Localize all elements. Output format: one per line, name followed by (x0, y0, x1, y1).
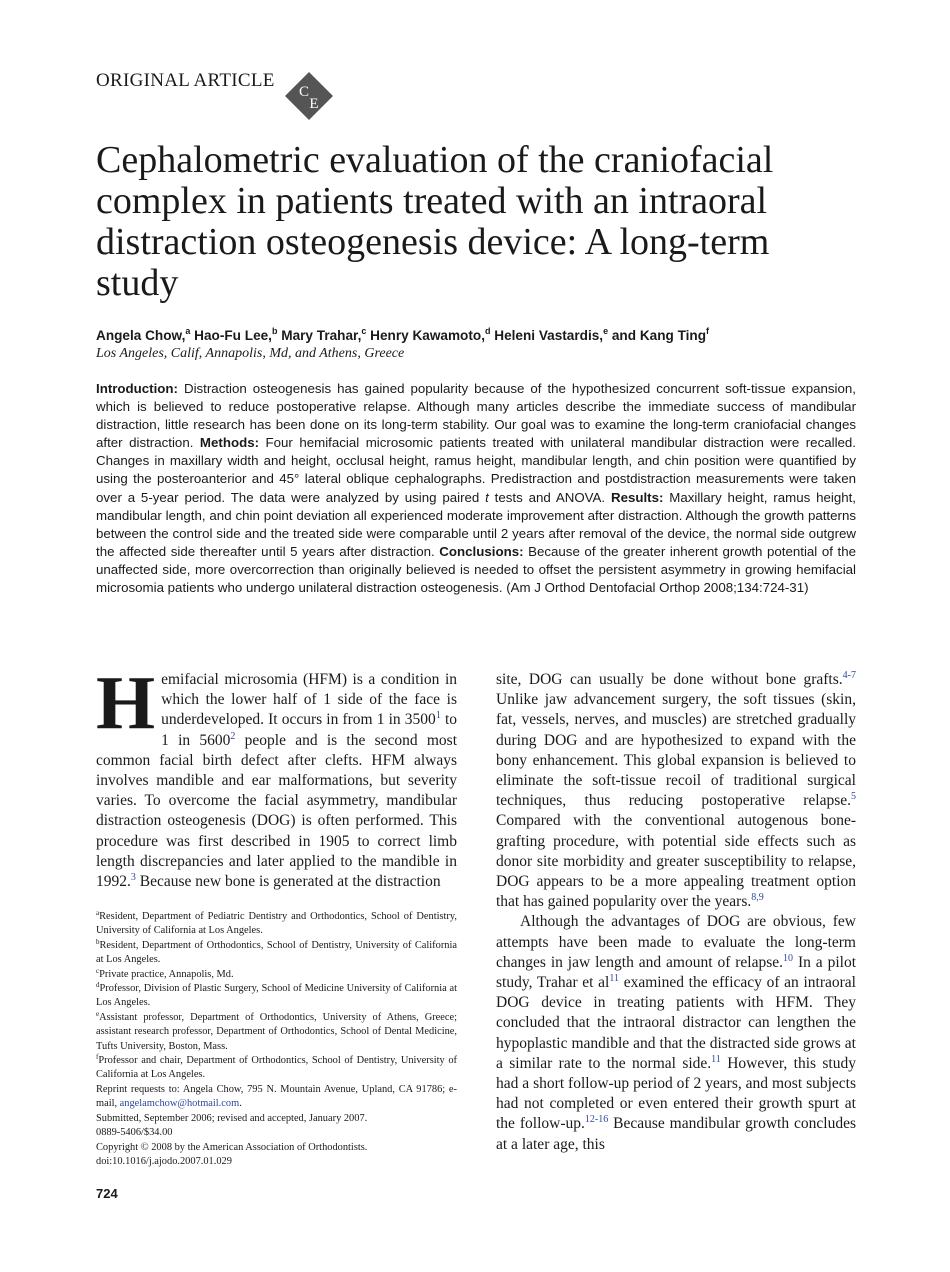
footnotes (96, 910, 457, 1169)
footnote-text: Resident, Department of Orthodontics, School of Dentistry, University of California at Los Angeles. (96, 939, 457, 966)
abstract-methods-label: Methods: (199, 435, 260, 451)
body-text: examined the efficacy of an intraoral DOG device in treating patients with HFM. They concluded that the intraoral distractor can lengthen the hypoplastic mandible and that the distracted side grows at a similar rate to the normal side. (496, 974, 856, 1072)
author-affil-mark: d (484, 326, 491, 336)
author-name: Angela Chow, (96, 328, 186, 343)
author-name: Hao-Fu Lee, (194, 328, 272, 343)
footnote (96, 1011, 457, 1054)
body-text: to 1 in 5600 (161, 711, 457, 749)
drop-cap: H (96, 661, 156, 745)
body-paragraph (496, 912, 856, 1154)
citation-link[interactable]: 11 (609, 973, 620, 985)
footnote (96, 1054, 457, 1083)
footnote (96, 910, 457, 939)
reprint-text: . (239, 1098, 242, 1110)
footnote (96, 982, 457, 1011)
author-affil-mark: b (271, 326, 278, 336)
footnote (96, 939, 457, 968)
body-paragraph (496, 670, 856, 912)
ce-letter-c: C (298, 84, 310, 100)
author-affil-mark: c (361, 326, 367, 336)
footnote-text: Assistant professor, Department of Orthodontics, University of Athens, Greece; assistant research professor, Department of Orthodontics, School of Dental Medicine, Tufts University, Boston, Mass. (96, 1011, 457, 1052)
abstract (96, 380, 856, 597)
body-text: Because new bone is generated at the distraction (135, 873, 441, 891)
citation-link[interactable]: 2 (230, 730, 236, 742)
footnote-mark: c (96, 966, 100, 975)
body-text: people and is the second most common facial birth defect after clefts. HFM always involves mandible and ear malformations, but severity varies. To overcome the facial asymmetry, mandibular distraction osteogenesis (DOG) is often performed. This procedure was first described in 1905 to correct limb length discrepancies and later applied to the mandible in 1992. (96, 731, 458, 891)
author-list (96, 327, 856, 345)
citation-link[interactable]: 1 (435, 710, 441, 722)
footnote-text: Professor and chair, Department of Orthodontics, School of Dentistry, University of California at Los Angeles. (96, 1055, 457, 1081)
submission-dates: Submitted, September 2006; revised and accepted, January 2007. (96, 1112, 368, 1124)
abstract-methods-text-2: tests and ANOVA. (488, 489, 611, 505)
footnote-text: Private practice, Annapolis, Md. (99, 968, 234, 980)
author-name: Henry Kawamoto, (370, 328, 485, 343)
ce-letter-e: E (309, 96, 319, 112)
abstract-results-text: Maxillary height, ramus height, mandibular length, and chin point deviation all experienced moderate improvement after distraction. Although the growth patterns between the control side and the treated side were comparable until 2 years after removal of the device, the normal side outgrew the affected side thereafter until 5 years after distraction. (96, 489, 857, 559)
citation-link[interactable]: 4-7 (842, 670, 856, 681)
reprint-request (96, 1083, 457, 1112)
citation-link[interactable]: 10 (783, 952, 794, 964)
page-number: 724 (96, 1186, 118, 1201)
body-text: Because mandibular growth concludes at a later age, this (496, 1115, 856, 1153)
author-affil-mark: a (185, 326, 191, 336)
body-column-right (496, 670, 856, 1155)
body-text: emifacial microsomia (HFM) is a condition in which the lower half of 1 side of the face is underdeveloped. It occurs in from 1 in 3500 (161, 671, 457, 729)
citation-link[interactable]: 5 (851, 791, 856, 803)
body-text: Unlike jaw advancement surgery, the soft tissues (skin, fat, vessels, nerves, and muscles) are stretched gradually during DOG and are hypothesized to expand with the bony enhancement. This global expansion is believed to eliminate the soft-tissue recoil of traditional surgical techniques, thus reducing postoperative relapse. (496, 691, 856, 810)
abstract-conclusions-text: Because of the greater inherent growth potential of the unaffected side, more overcorrection than originally believed is needed to offset the persistent asymmetry in growing hemifacial microsomia patients who undergo unilateral distraction osteogenesis. (Am J Orthod Dentofacial Orthop 2008;134:724-31) (96, 543, 856, 596)
footnote-text: Resident, Department of Pediatric Dentistry and Orthodontics, School of Dentistry, University of California at Los Angeles. (96, 911, 457, 937)
issn-price: 0889-5406/$34.00 (96, 1127, 173, 1139)
citation-link[interactable]: 8,9 (751, 892, 764, 904)
body-text: site, DOG can usually be done without bone grafts. (496, 671, 843, 688)
citation-link[interactable]: 11 (711, 1053, 721, 1065)
body-text: Although the advantages of DOG are obvious, few attempts have been made to evaluate the long-term changes in jaw length and amount of relapse. (496, 913, 856, 971)
footnote-mark: d (96, 981, 100, 990)
footnote-mark: b (96, 937, 100, 946)
reprint-text: Reprint requests to: Angela Chow, 795 N. Mountain Avenue, Upland, CA 91786; e-mail, (96, 1083, 457, 1110)
footnote-mark: f (96, 1053, 99, 1062)
email-link[interactable]: angelamchow@hotmail.com (119, 1098, 240, 1110)
abstract-results-label: Results: (610, 489, 664, 505)
author-affil-mark: f (706, 326, 710, 336)
abstract-methods-text: Four hemifacial microsomic patients treated with unilateral mandibular distraction were recalled. Changes in maxillary width and height, occlusal height, ramus height, mandibular length, and chin position were quantified by using the posteroanterior and 45° lateral oblique cephalographs. Predistraction and postdistraction measurements were taken over a 5-year period. The data were analyzed by using paired (96, 435, 857, 505)
article-title: Cephalometric evaluation of the craniofacial complex in patients treated with an intraoral distraction osteogenesis device: A long-term study (96, 139, 774, 304)
footnote-text: Professor, Division of Plastic Surgery, School of Medicine University of California at Los Angeles. (96, 983, 457, 1009)
citation-link[interactable]: 3 (130, 872, 136, 884)
author-affil-mark: e (603, 326, 609, 336)
copyright-notice: Copyright © 2008 by the American Association of Orthodontists. (96, 1141, 368, 1153)
body-text: In a pilot study, Trahar et al (496, 953, 856, 992)
author-name: and Kang Ting (611, 328, 707, 343)
abstract-methods-t: t (485, 489, 489, 505)
author-name: Heleni Vastardis, (494, 328, 604, 343)
footnote-mark: e (96, 1009, 100, 1018)
body-column-left (96, 661, 458, 892)
author-affiliation: Los Angeles, Calif, Annapolis, Md, and Athens, Greece (96, 346, 405, 361)
citation-link[interactable]: 12-16 (584, 1114, 609, 1126)
abstract-conclusions-label: Conclusions: (439, 543, 524, 559)
doi[interactable]: doi:10.1016/j.ajodo.2007.01.029 (96, 1155, 232, 1167)
ce-logo-icon (283, 70, 335, 122)
footnote (96, 968, 457, 982)
section-label: ORIGINAL ARTICLE (96, 70, 275, 91)
body-text: However, this study had a short follow-up period of 2 years, and most subjects had not completed or even entered their growth spurt at the follow-up. (496, 1054, 856, 1133)
author-name: Mary Trahar, (281, 328, 362, 343)
abstract-intro-text: Distraction osteogenesis has gained popularity because of the hypothesized concurrent soft-tissue expansion, which is believed to reduce postoperative relapse. Although many articles describe the immediate success of mandibular distraction, little research has been done on its long-term stability. Our goal was to examine the long-term craniofacial changes after distraction. (96, 381, 856, 451)
abstract-intro-label: Introduction: (96, 381, 178, 396)
body-paragraph (96, 661, 458, 892)
footnote-mark: a (96, 909, 100, 917)
body-text: Compared with the conventional autogenous bone-grafting procedure, with potential side effects such as donor site morbidity and greater susceptibility to relapse, DOG appears to be a more appealing treatment option that has gained popularity over the years. (496, 812, 856, 911)
